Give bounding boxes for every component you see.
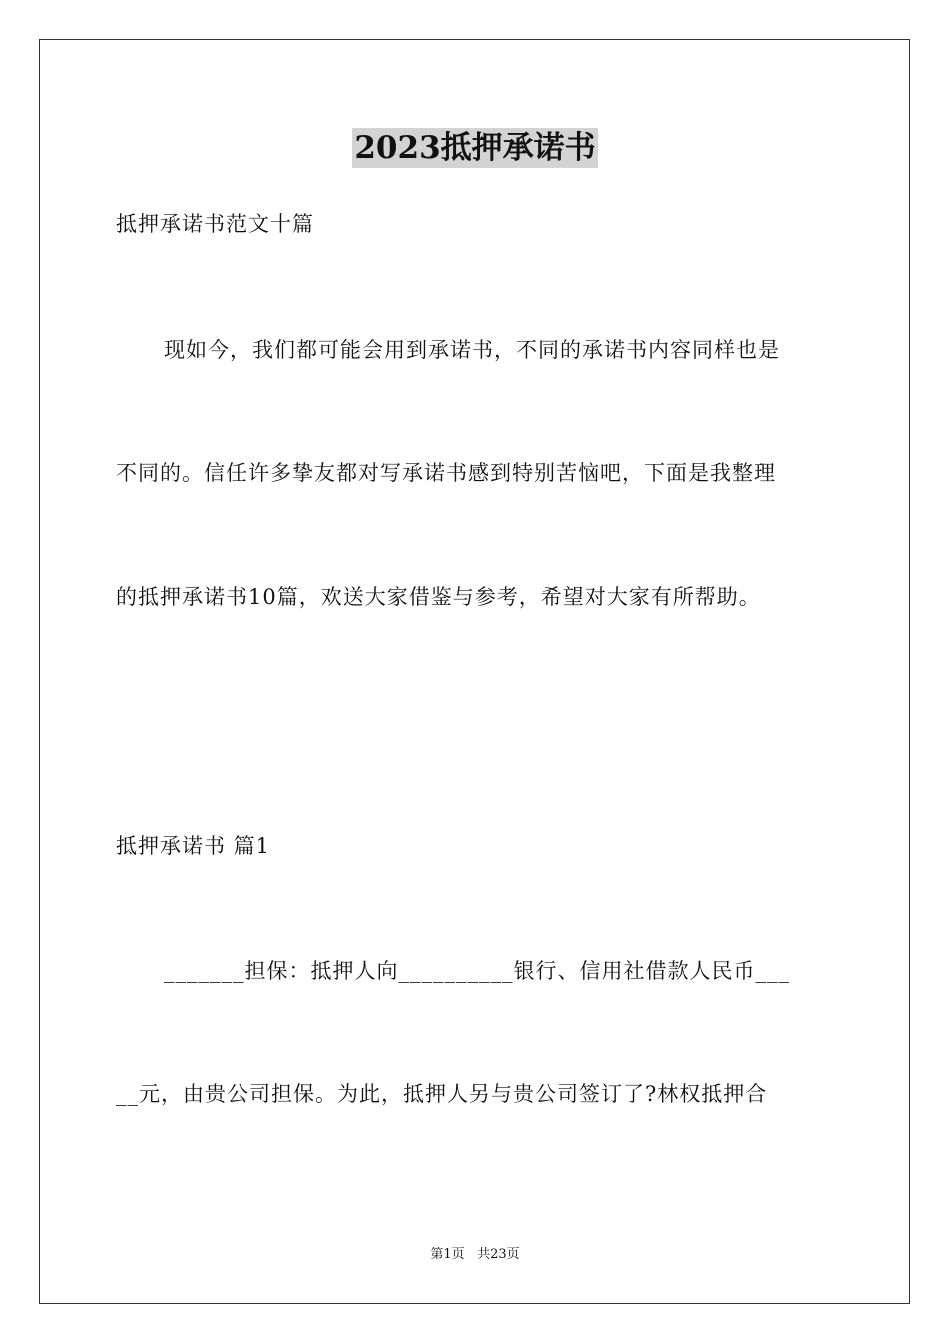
title-container bbox=[0, 128, 950, 168]
body-line: __元，由贵公司担保。为此，抵押人另与贵公司签订了?林权抵押合 bbox=[116, 1082, 768, 1106]
section-heading: 抵押承诺书 篇1 bbox=[116, 834, 271, 858]
intro-line: 不同的。信任许多挚友都对写承诺书感到特别苦恼吧，下面是我整理 bbox=[116, 461, 776, 485]
page-number: 第1页 bbox=[430, 1247, 465, 1262]
page-total: 共23页 bbox=[477, 1247, 520, 1262]
intro-line: 的抵押承诺书10篇，欢送大家借鉴与参考，希望对大家有所帮助。 bbox=[116, 585, 761, 609]
document-subtitle: 抵押承诺书范文十篇 bbox=[116, 212, 314, 236]
document-title: 2023抵押承诺书 bbox=[354, 130, 596, 166]
page-footer bbox=[0, 1246, 950, 1264]
body-line: _______担保：抵押人向__________银行、信用社借款人民币___ bbox=[164, 959, 790, 983]
intro-line: 现如今，我们都可能会用到承诺书，不同的承诺书内容同样也是 bbox=[164, 338, 780, 362]
